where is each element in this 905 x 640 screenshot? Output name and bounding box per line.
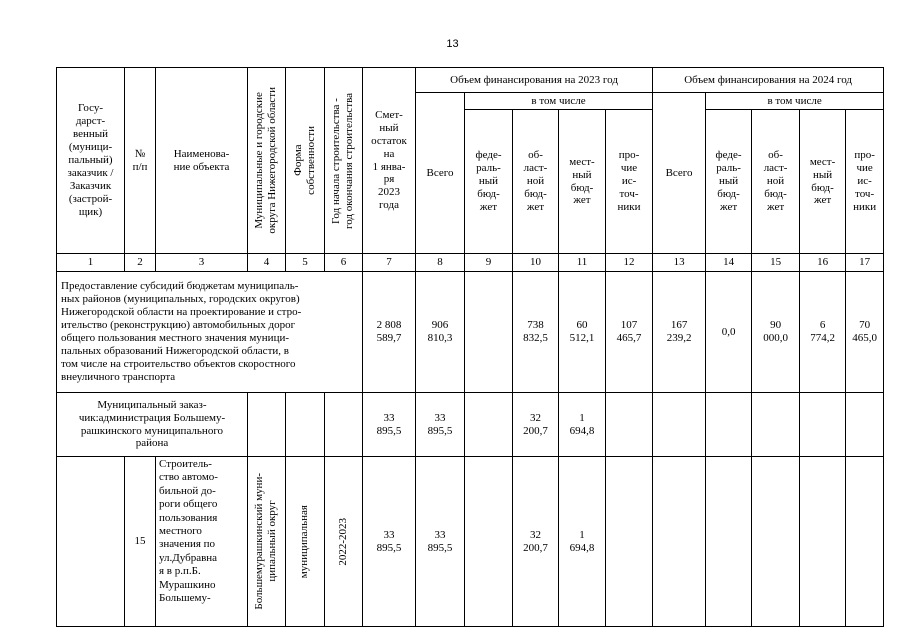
header-num: № п/п [125, 68, 156, 254]
customer-estimate: 33 895,5 [363, 393, 416, 457]
header-incl-2023: в том числе [465, 93, 653, 110]
header-fin-2024: Объем финансирования на 2024 год [653, 68, 884, 93]
table-row-object [57, 457, 884, 627]
object-municipal: Большемурашкинский муни- ципальный округ [248, 457, 286, 627]
col-number: 15 [752, 254, 800, 272]
header-fin-2023: Объем финансирования на 2023 год [416, 68, 653, 93]
header-local-2023: мест- ный бюд- жет [559, 110, 606, 254]
col-number: 12 [606, 254, 653, 272]
page-number: 13 [446, 38, 459, 50]
subsidy-other-2023: 107 465,7 [606, 272, 653, 393]
col-number: 6 [325, 254, 363, 272]
customer-other-2023 [606, 393, 653, 457]
col-number: 16 [800, 254, 846, 272]
col-number: 14 [706, 254, 752, 272]
header-regional-2024: об- ласт- ной бюд- жет [752, 110, 800, 254]
object-regional-2023: 32 200,7 [513, 457, 559, 627]
customer-empty [325, 393, 363, 457]
column-number-row [57, 254, 884, 272]
header-regional-2023: об- ласт- ной бюд- жет [513, 110, 559, 254]
subsidy-regional-2024: 90 000,0 [752, 272, 800, 393]
customer-other-2024 [846, 393, 884, 457]
header-estimate: Смет- ный остаток на 1 янва- ря 2023 года [363, 68, 416, 254]
customer-empty [248, 393, 286, 457]
customer-empty [286, 393, 325, 457]
financing-table [56, 67, 884, 627]
object-other-2023 [606, 457, 653, 627]
col-number: 17 [846, 254, 884, 272]
subsidy-local-2024: 6 774,2 [800, 272, 846, 393]
object-federal-2024 [706, 457, 752, 627]
col-number: 9 [465, 254, 513, 272]
header-total-2024: Всего [653, 93, 706, 254]
header-customer: Госу- дарст- венный (муници- пальный) заказчик / Заказчик (застрой- щик) [57, 68, 125, 254]
col-number: 7 [363, 254, 416, 272]
customer-total-2024 [653, 393, 706, 457]
customer-regional-2023: 32 200,7 [513, 393, 559, 457]
object-federal-2023 [465, 457, 513, 627]
object-local-2024 [800, 457, 846, 627]
col-number: 5 [286, 254, 325, 272]
col-number: 8 [416, 254, 465, 272]
object-total-2023: 33 895,5 [416, 457, 465, 627]
object-other-2024 [846, 457, 884, 627]
subsidy-estimate: 2 808 589,7 [363, 272, 416, 393]
customer-total-2023: 33 895,5 [416, 393, 465, 457]
object-customer [57, 457, 125, 627]
header-other-2024: про- чие ис- точ- ники [846, 110, 884, 254]
subsidy-local-2023: 60 512,1 [559, 272, 606, 393]
subsidy-federal-2023 [465, 272, 513, 393]
subsidy-other-2024: 70 465,0 [846, 272, 884, 393]
subsidy-description: Предоставление субсидий бюджетам муниципаль- ных районов (муниципальных, городских округов) Нижегородской области на проектирование и стро- ительство (реконструкцию) автомобильных дорог общего пользования местного значения муници- пальных образований Нижегородской области, в том числе на строительство объектов скоростного внеуличного транспорта [57, 272, 363, 393]
object-years: 2022-2023 [325, 457, 363, 627]
header-incl-2024: в том числе [706, 93, 884, 110]
col-number: 1 [57, 254, 125, 272]
object-estimate: 33 895,5 [363, 457, 416, 627]
col-number: 3 [156, 254, 248, 272]
object-num: 15 [125, 457, 156, 627]
header-years: Год начала строительства - год окончания строительства [325, 68, 363, 254]
customer-federal-2023 [465, 393, 513, 457]
customer-federal-2024 [706, 393, 752, 457]
object-total-2024 [653, 457, 706, 627]
object-regional-2024 [752, 457, 800, 627]
subsidy-federal-2024: 0,0 [706, 272, 752, 393]
customer-local-2023: 1 694,8 [559, 393, 606, 457]
object-name: Строитель- ство автомо- бильной до- роги общего пользования местного значения по ул.Дубравна я в р.п.Б. Мурашкино Большему- [156, 457, 248, 627]
table-row-subsidy [57, 272, 884, 393]
object-ownership: муниципальная [286, 457, 325, 627]
object-local-2023: 1 694,8 [559, 457, 606, 627]
col-number: 13 [653, 254, 706, 272]
subsidy-total-2024: 167 239,2 [653, 272, 706, 393]
customer-description: Муниципальный заказ- чик:администрация Большему- рашкинского муниципального района [57, 393, 248, 457]
col-number: 11 [559, 254, 606, 272]
header-ownership: Форма собственности [286, 68, 325, 254]
header-total-2023: Всего [416, 93, 465, 254]
header-municipal: Муниципальные и городские округа Нижегородской области [248, 68, 286, 254]
subsidy-total-2023: 906 810,3 [416, 272, 465, 393]
customer-regional-2024 [752, 393, 800, 457]
customer-local-2024 [800, 393, 846, 457]
table-row-customer [57, 393, 884, 457]
header-other-2023: про- чие ис- точ- ники [606, 110, 653, 254]
header-federal-2024: феде- раль- ный бюд- жет [706, 110, 752, 254]
col-number: 2 [125, 254, 156, 272]
header-object-name: Наименова- ние объекта [156, 68, 248, 254]
col-number: 10 [513, 254, 559, 272]
col-number: 4 [248, 254, 286, 272]
header-local-2024: мест- ный бюд- жет [800, 110, 846, 254]
subsidy-regional-2023: 738 832,5 [513, 272, 559, 393]
header-federal-2023: феде- раль- ный бюд- жет [465, 110, 513, 254]
